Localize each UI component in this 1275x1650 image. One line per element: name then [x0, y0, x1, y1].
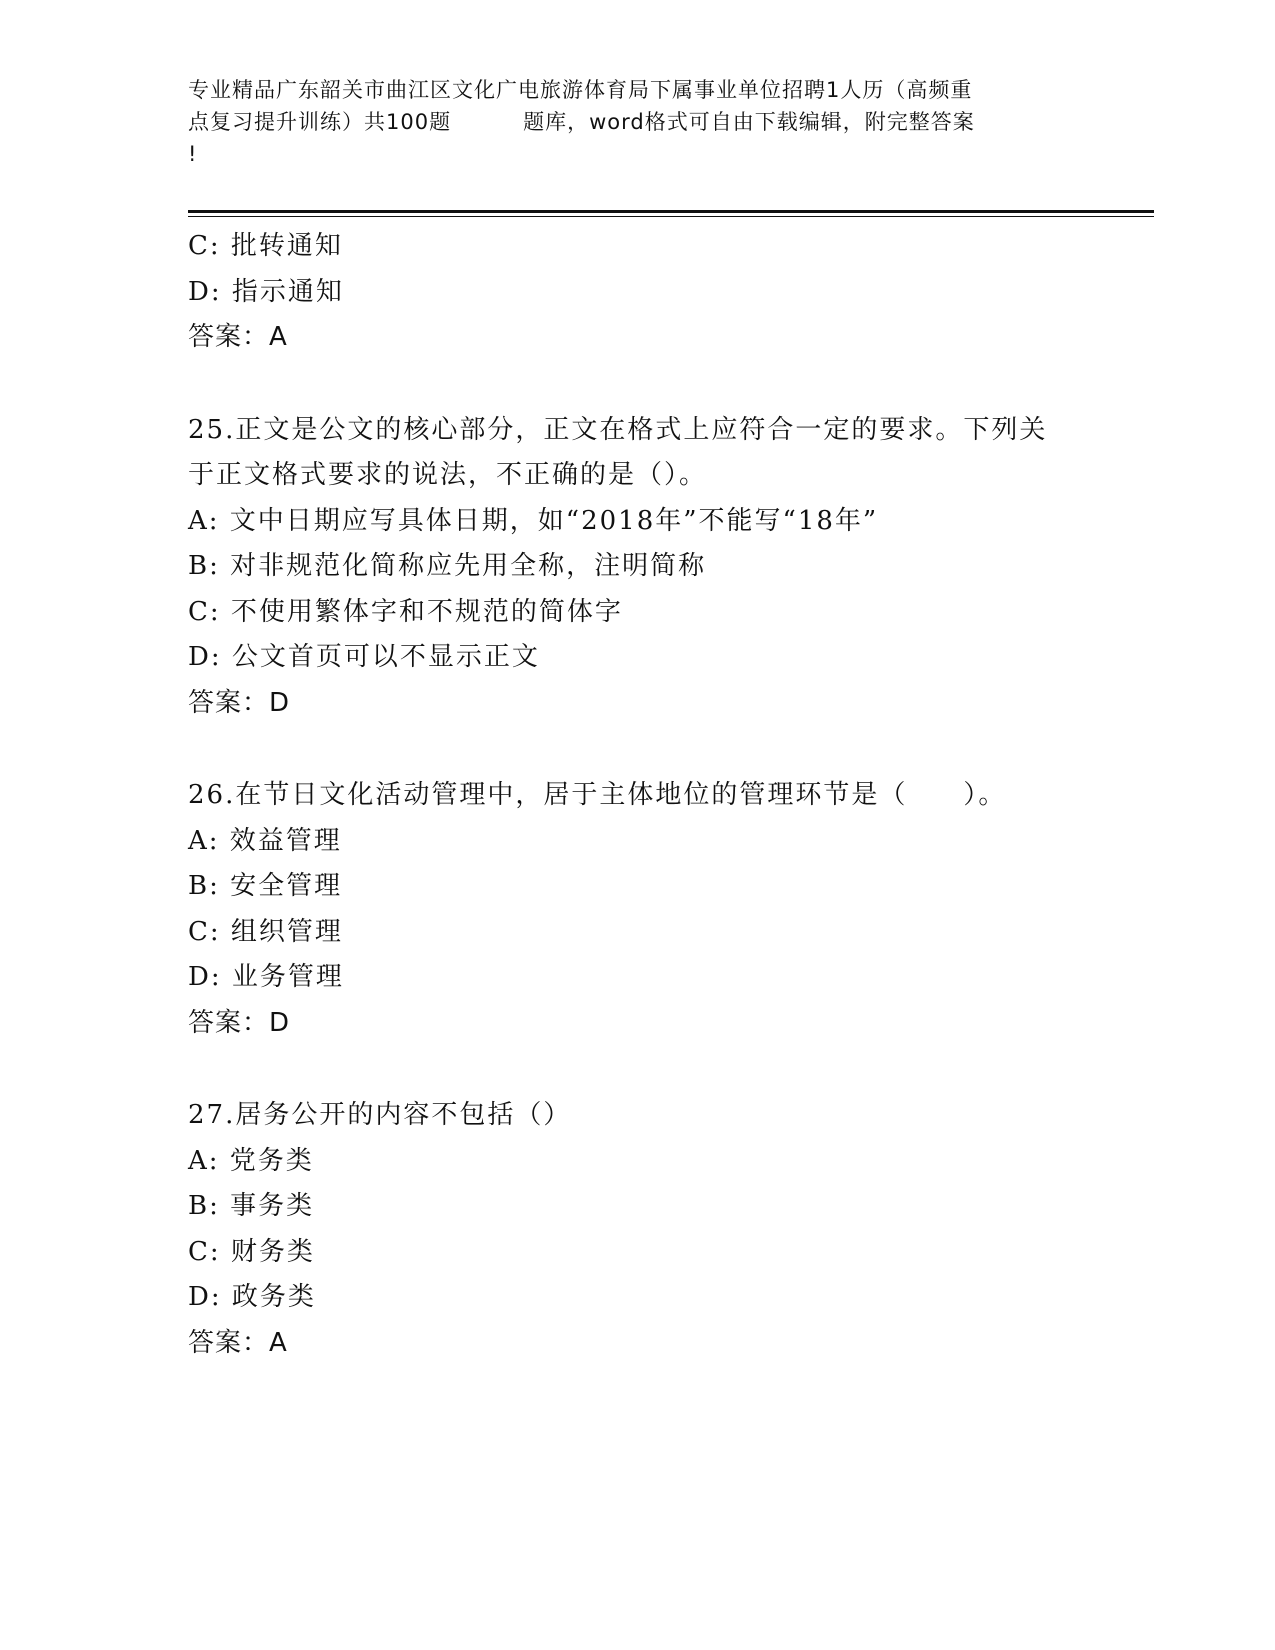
- question-stem: 27.居务公开的内容不包括（）: [188, 1100, 572, 1130]
- option-b: B: 对非规范化简称应先用全称，注明简称: [188, 551, 707, 581]
- option-b: B: 事务类: [188, 1191, 315, 1221]
- option-a: A: 效益管理: [188, 825, 342, 856]
- option-a: A: 党务类: [188, 1145, 314, 1176]
- option-c: C: 财务类: [188, 1236, 315, 1267]
- option-d: D: 指示通知: [188, 276, 344, 307]
- option-d: D: 公文首页可以不显示正文: [188, 642, 540, 672]
- option-c: C: 组织管理: [188, 916, 343, 947]
- header-line-2-b: 题库，word格式可自由下载编辑，附完整答案: [523, 110, 975, 134]
- header-divider-thin: [188, 216, 1154, 217]
- answer-line: 答案：A: [188, 322, 288, 352]
- header-divider-thick: [188, 210, 1154, 213]
- header-line-2-a: 点复习提升训练）共100题: [188, 110, 452, 134]
- answer-line: 答案：D: [188, 687, 291, 718]
- option-d: D: 政务类: [188, 1282, 316, 1312]
- option-a: A: 文中日期应写具体日期，如“2018年”不能写“18年”: [188, 505, 879, 536]
- question-list: [188, 224, 1138, 1366]
- document-header: [188, 74, 1088, 170]
- question-block-27: [188, 1093, 1138, 1366]
- answer-line: 答案：D: [188, 1007, 291, 1038]
- question-block-prev: [188, 224, 1138, 361]
- option-b: B: 安全管理: [188, 871, 343, 901]
- header-line-2: [188, 106, 1088, 138]
- answer-line: 答案：A: [188, 1327, 288, 1358]
- header-line-3: !: [188, 142, 198, 166]
- question-block-25: [188, 408, 1138, 727]
- question-block-26: [188, 773, 1138, 1046]
- option-c: C: 不使用繁体字和不规范的简体字: [188, 596, 623, 627]
- question-stem-cont: 于正文格式要求的说法，不正确的是（）。: [188, 460, 708, 490]
- header-line-1: 专业精品广东韶关市曲江区文化广电旅游体育局下属事业单位招聘1人历（高频重: [188, 78, 973, 102]
- question-stem: 26.在节日文化活动管理中，居于主体地位的管理环节是（ ）。: [188, 780, 1007, 810]
- question-stem: 25.正文是公文的核心部分，正文在格式上应符合一定的要求。下列关: [188, 414, 1048, 445]
- option-d: D: 业务管理: [188, 962, 344, 992]
- option-c: C: 批转通知: [188, 231, 343, 261]
